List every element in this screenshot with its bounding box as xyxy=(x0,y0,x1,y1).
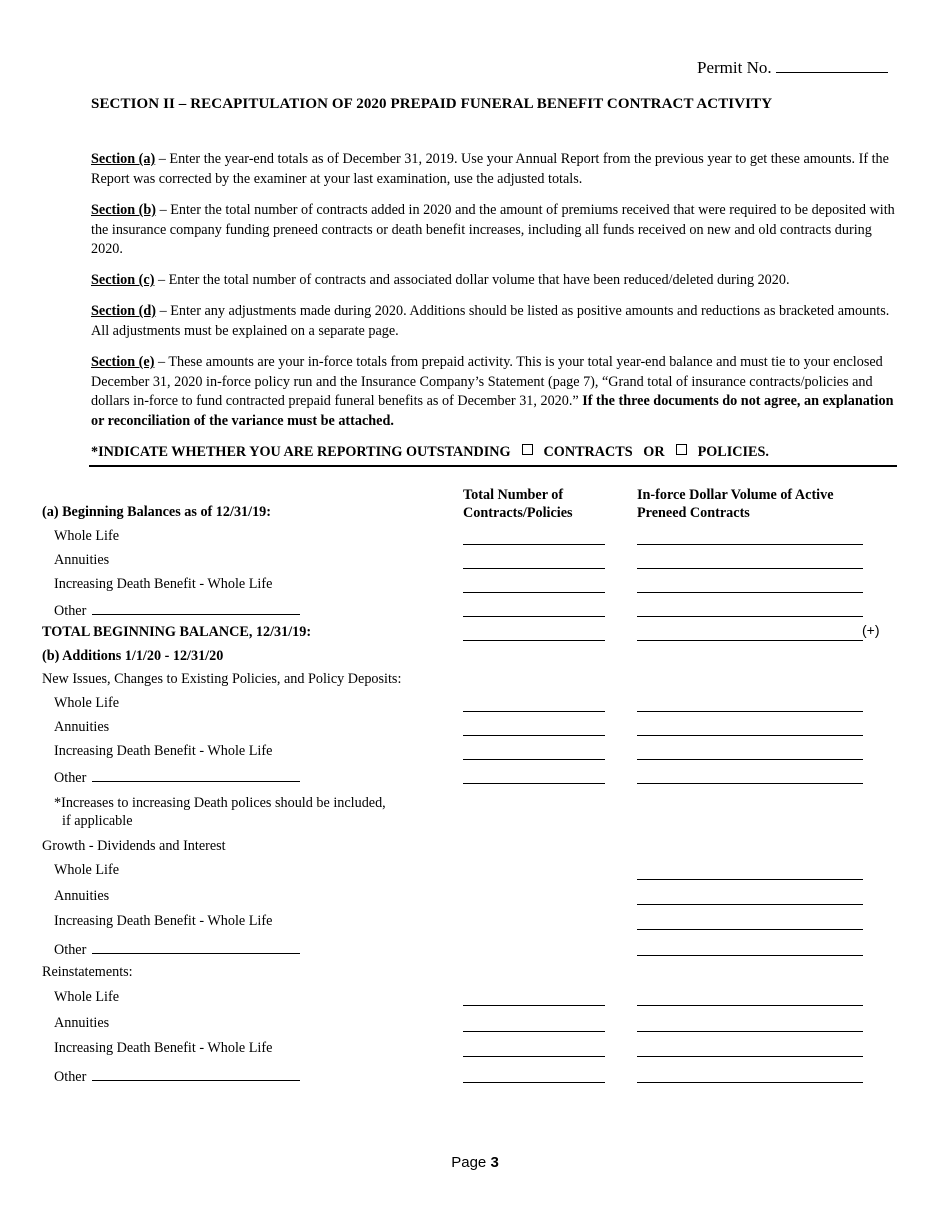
instruction-c-text: – Enter the total number of contracts and associated dollar volume that have been reduced/deleted during 2020. xyxy=(154,272,790,288)
instruction-b-label: Section (b) xyxy=(91,202,157,218)
r-other-count-input[interactable] xyxy=(463,1082,605,1083)
contracts-option-label: CONTRACTS xyxy=(543,444,633,460)
other-row xyxy=(54,1066,300,1086)
b-whole-life-count-input[interactable] xyxy=(463,711,605,712)
row-label: Whole Life xyxy=(54,528,119,544)
r-annuities-dollar-input[interactable] xyxy=(637,1031,863,1032)
instruction-a xyxy=(91,150,897,189)
policies-checkbox[interactable] xyxy=(676,444,687,455)
a-whole-life-count-input[interactable] xyxy=(463,544,605,545)
instruction-b xyxy=(91,201,897,260)
total-beginning-label: TOTAL BEGINNING BALANCE, 12/31/19: xyxy=(42,624,312,640)
instruction-c-label: Section (c) xyxy=(91,272,155,288)
instruction-e-warning: If the three documents do not agree, an explanation or reconciliation of the variance must be attached. xyxy=(91,393,894,429)
total-beginning-dollar-input[interactable] xyxy=(637,640,863,641)
note-line-1: *Increases to increasing Death polices should be included, xyxy=(54,795,386,811)
growth-idb-dollar-input[interactable] xyxy=(637,929,863,930)
row-label: Increasing Death Benefit - Whole Life xyxy=(54,576,273,592)
r-whole-life-dollar-input[interactable] xyxy=(637,1005,863,1006)
row-label: Annuities xyxy=(54,888,110,904)
row-label: Annuities xyxy=(54,1015,110,1031)
section-a-heading: (a) Beginning Balances as of 12/31/19: xyxy=(42,504,271,520)
growth-heading: Growth - Dividends and Interest xyxy=(42,838,226,854)
column-header-count: Total Number of Contracts/Policies xyxy=(463,487,573,521)
b-idb-count-input[interactable] xyxy=(463,759,605,760)
instruction-d-text: – Enter any adjustments made during 2020. Additions should be listed as positive amounts and reductions as bracketed amounts. All adjustments must be explained on a separate page. xyxy=(91,303,890,339)
r-annuities-count-input[interactable] xyxy=(463,1031,605,1032)
a-whole-life-dollar-input[interactable] xyxy=(637,544,863,545)
a-idb-dollar-input[interactable] xyxy=(637,592,863,593)
note-line-2: if applicable xyxy=(62,813,133,829)
instruction-e-label: Section (e) xyxy=(91,354,155,370)
growth-whole-life-dollar-input[interactable] xyxy=(637,879,863,880)
permit-label: Permit No. xyxy=(697,58,772,77)
growth-annuities-dollar-input[interactable] xyxy=(637,904,863,905)
section-title: SECTION II – RECAPITULATION OF 2020 PREPAID FUNERAL BENEFIT CONTRACT ACTIVITY xyxy=(91,96,773,112)
a-annuities-dollar-input[interactable] xyxy=(637,568,863,569)
new-issues-heading: New Issues, Changes to Existing Policies, and Policy Deposits: xyxy=(42,671,402,687)
instruction-d-label: Section (d) xyxy=(91,303,157,319)
instruction-c xyxy=(91,271,897,291)
permit-number-input[interactable] xyxy=(776,56,888,73)
row-label: Other xyxy=(54,942,87,958)
row-label: Other xyxy=(54,1069,87,1085)
page-number: 3 xyxy=(490,1154,499,1171)
plus-marker: (+) xyxy=(862,622,880,638)
instruction-e-text: – These amounts are your in-force totals from prepaid activity. This is your total year-end balance and must tie to your enclosed December 31, 2020 in-force policy run and the Insurance Company’s Statement (page 7), “Grand total of insurance contracts/policies and dollars in-force to fund contracted prepaid funeral benefits as of December 31, 2020.” xyxy=(91,354,883,409)
section-b-heading: (b) Additions 1/1/20 - 12/31/20 xyxy=(42,648,224,664)
r-other-dollar-input[interactable] xyxy=(637,1082,863,1083)
a-other-dollar-input[interactable] xyxy=(637,616,863,617)
row-label: Whole Life xyxy=(54,989,119,1005)
r-other-description-input[interactable] xyxy=(92,1066,300,1081)
reinstatements-heading: Reinstatements: xyxy=(42,964,133,980)
b-whole-life-dollar-input[interactable] xyxy=(637,711,863,712)
reporting-type-selector xyxy=(91,444,769,461)
b-other-count-input[interactable] xyxy=(463,783,605,784)
section-divider xyxy=(89,465,897,467)
policies-option-label: POLICIES. xyxy=(697,444,769,460)
total-beginning-count-input[interactable] xyxy=(463,640,605,641)
a-idb-count-input[interactable] xyxy=(463,592,605,593)
other-row xyxy=(54,600,300,620)
instruction-e xyxy=(91,353,897,431)
r-idb-dollar-input[interactable] xyxy=(637,1056,863,1057)
other-row xyxy=(54,939,300,959)
row-label: Annuities xyxy=(54,719,110,735)
a-annuities-count-input[interactable] xyxy=(463,568,605,569)
other-row xyxy=(54,767,300,787)
row-label: Increasing Death Benefit - Whole Life xyxy=(54,913,273,929)
instruction-b-text: – Enter the total number of contracts added in 2020 and the amount of premiums received that were required to be deposited with the insurance company funding preneed contracts or death benefit increases, including all funds received on new and old contracts during 2020. xyxy=(91,202,895,257)
r-whole-life-count-input[interactable] xyxy=(463,1005,605,1006)
permit-number-field xyxy=(697,56,888,78)
b-annuities-count-input[interactable] xyxy=(463,735,605,736)
a-other-count-input[interactable] xyxy=(463,616,605,617)
page-label: Page xyxy=(451,1154,487,1171)
indicate-prefix: *INDICATE WHETHER YOU ARE REPORTING OUTSTANDING xyxy=(91,444,511,460)
row-label: Increasing Death Benefit - Whole Life xyxy=(54,743,273,759)
page-footer xyxy=(0,1154,950,1171)
growth-other-dollar-input[interactable] xyxy=(637,955,863,956)
row-label: Increasing Death Benefit - Whole Life xyxy=(54,1040,273,1056)
growth-other-description-input[interactable] xyxy=(92,939,300,954)
b-other-dollar-input[interactable] xyxy=(637,783,863,784)
row-label: Annuities xyxy=(54,552,110,568)
r-idb-count-input[interactable] xyxy=(463,1056,605,1057)
row-label: Whole Life xyxy=(54,862,119,878)
row-label: Other xyxy=(54,603,87,619)
b-other-description-input[interactable] xyxy=(92,767,300,782)
row-label: Whole Life xyxy=(54,695,119,711)
contracts-checkbox[interactable] xyxy=(522,444,533,455)
instruction-d xyxy=(91,302,897,341)
row-label: Other xyxy=(54,770,87,786)
instruction-a-label: Section (a) xyxy=(91,151,156,167)
instruction-a-text: – Enter the year-end totals as of December 31, 2019. Use your Annual Report from the previous year to get these amounts. If the Report was corrected by the examiner at your last examination, use the adjusted totals. xyxy=(91,151,889,187)
b-idb-dollar-input[interactable] xyxy=(637,759,863,760)
column-header-dollar: In-force Dollar Volume of Active Preneed Contracts xyxy=(637,487,834,521)
a-other-description-input[interactable] xyxy=(92,600,300,615)
b-annuities-dollar-input[interactable] xyxy=(637,735,863,736)
or-label: OR xyxy=(643,444,665,460)
